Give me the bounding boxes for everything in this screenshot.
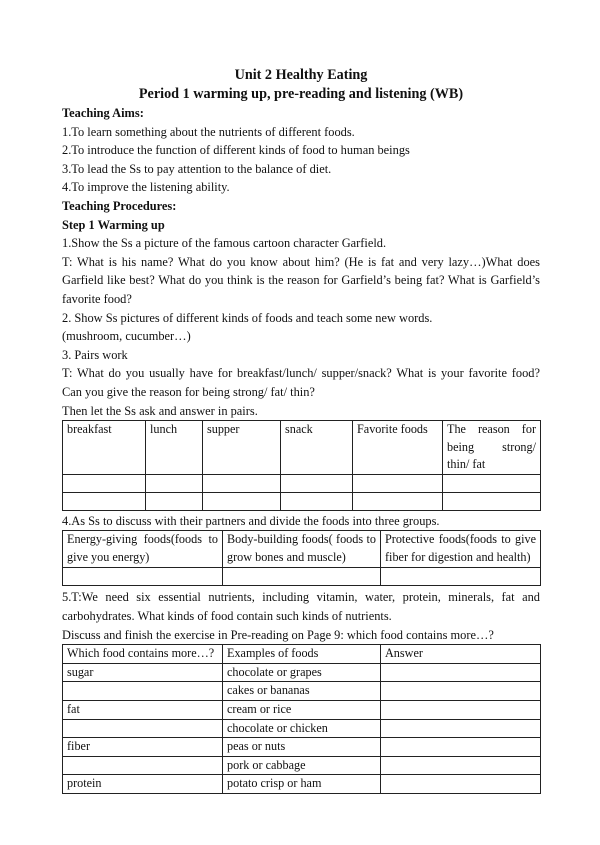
nutrient-cell	[63, 756, 223, 775]
step1-questions: T: What is his name? What do you know about him? (He is fat and very lazy…)What does Garfield like best? What do you think is the reason for Garfield’s being fat? What is Garfield’s favorite food?	[62, 254, 540, 306]
table-row	[63, 756, 541, 775]
meals-table	[62, 420, 541, 511]
header-reason	[443, 421, 541, 475]
nutrient-cell: fiber	[63, 738, 223, 757]
answer-cell	[381, 701, 541, 720]
example-cell: peas or nuts	[223, 738, 381, 757]
table-row	[63, 492, 541, 510]
food-groups-table	[62, 530, 541, 586]
answer-cell	[381, 775, 541, 794]
aim-4: 4.To improve the listening ability.	[62, 180, 230, 195]
table-row	[63, 663, 541, 682]
aim-3: 3.To lead the Ss to pay attention to the balance of diet.	[62, 161, 332, 176]
nutrient-cell	[63, 719, 223, 738]
teaching-aims-heading: Teaching Aims:	[62, 106, 144, 120]
aim-2: 2.To introduce the function of different kinds of food to human beings	[62, 143, 410, 158]
header-energy-giving: Energy-giving foods(foods to give you energy)	[63, 531, 223, 568]
step1-item3-question: T: What do you usually have for breakfast/lunch/ supper/snack? What is your favorite food? Can you give the reason for being strong/ fat/ thin?	[62, 366, 540, 399]
step1-item2-words: (mushroom, cucumber…)	[62, 329, 191, 344]
reason-line-2: being strong/	[447, 439, 536, 454]
header-body-building: Body-building foods( foods to grow bones and muscle)	[223, 531, 381, 568]
step1-item2: 2. Show Ss pictures of different kinds of foods and teach some new words.	[62, 310, 433, 325]
procedures-heading: Teaching Procedures:	[62, 198, 177, 213]
nutrient-cell	[63, 682, 223, 701]
answer-cell	[381, 719, 541, 738]
answer-cell	[381, 663, 541, 682]
nutrients-table	[62, 644, 541, 794]
step1-item3: 3. Pairs work	[62, 347, 128, 362]
nutrient-cell: fat	[63, 701, 223, 720]
header-favorite-foods: Favorite foods	[353, 421, 443, 475]
reason-line-1: The reason for	[447, 422, 536, 437]
table-row	[63, 701, 541, 720]
nutrient-cell: sugar	[63, 663, 223, 682]
example-cell: pork or cabbage	[223, 756, 381, 775]
answer-cell	[381, 682, 541, 701]
step1-item5-instruction: Discuss and finish the exercise in Pre-reading on Page 9: which food contains more…?	[62, 627, 494, 642]
step1-item1: 1.Show the Ss a picture of the famous cartoon character Garfield.	[62, 236, 387, 251]
period-title: Period 1 warming up, pre-reading and listening (WB)	[138, 86, 464, 102]
header-which-food: Which food contains more…?	[63, 645, 223, 664]
example-cell: cakes or bananas	[223, 682, 381, 701]
example-cell: cream or rice	[223, 701, 381, 720]
example-cell: chocolate or chicken	[223, 719, 381, 738]
header-lunch: lunch	[146, 421, 203, 475]
table-row	[63, 719, 541, 738]
table-row	[63, 474, 541, 492]
answer-cell	[381, 738, 541, 757]
nutrient-cell: protein	[63, 775, 223, 794]
unit-title: Unit 2 Healthy Eating	[234, 67, 368, 83]
header-supper: supper	[203, 421, 281, 475]
step1-item3-followup: Then let the Ss ask and answer in pairs.	[62, 403, 258, 418]
table-row	[63, 738, 541, 757]
header-answer: Answer	[381, 645, 541, 664]
document-page	[62, 66, 540, 794]
table-row	[63, 775, 541, 794]
header-examples: Examples of foods	[223, 645, 381, 664]
step1-item4: 4.As Ss to discuss with their partners and divide the foods into three groups.	[62, 513, 440, 528]
header-snack: snack	[281, 421, 353, 475]
reason-line-3: thin/ fat	[447, 457, 486, 472]
step1-item5: 5.T:We need six essential nutrients, including vitamin, water, protein, minerals, fat and carbohydrates. What kinds of food contain such kinds of nutrients.	[62, 590, 540, 624]
header-protective: Protective foods(foods to give fiber for digestion and health)	[381, 531, 541, 568]
example-cell: chocolate or grapes	[223, 663, 381, 682]
step1-heading: Step 1 Warming up	[62, 217, 165, 232]
aim-1: 1.To learn something about the nutrients of different foods.	[62, 124, 355, 139]
table-row	[63, 682, 541, 701]
table-row	[63, 568, 541, 586]
answer-cell	[381, 756, 541, 775]
header-breakfast: breakfast	[63, 421, 146, 475]
example-cell: potato crisp or ham	[223, 775, 381, 794]
